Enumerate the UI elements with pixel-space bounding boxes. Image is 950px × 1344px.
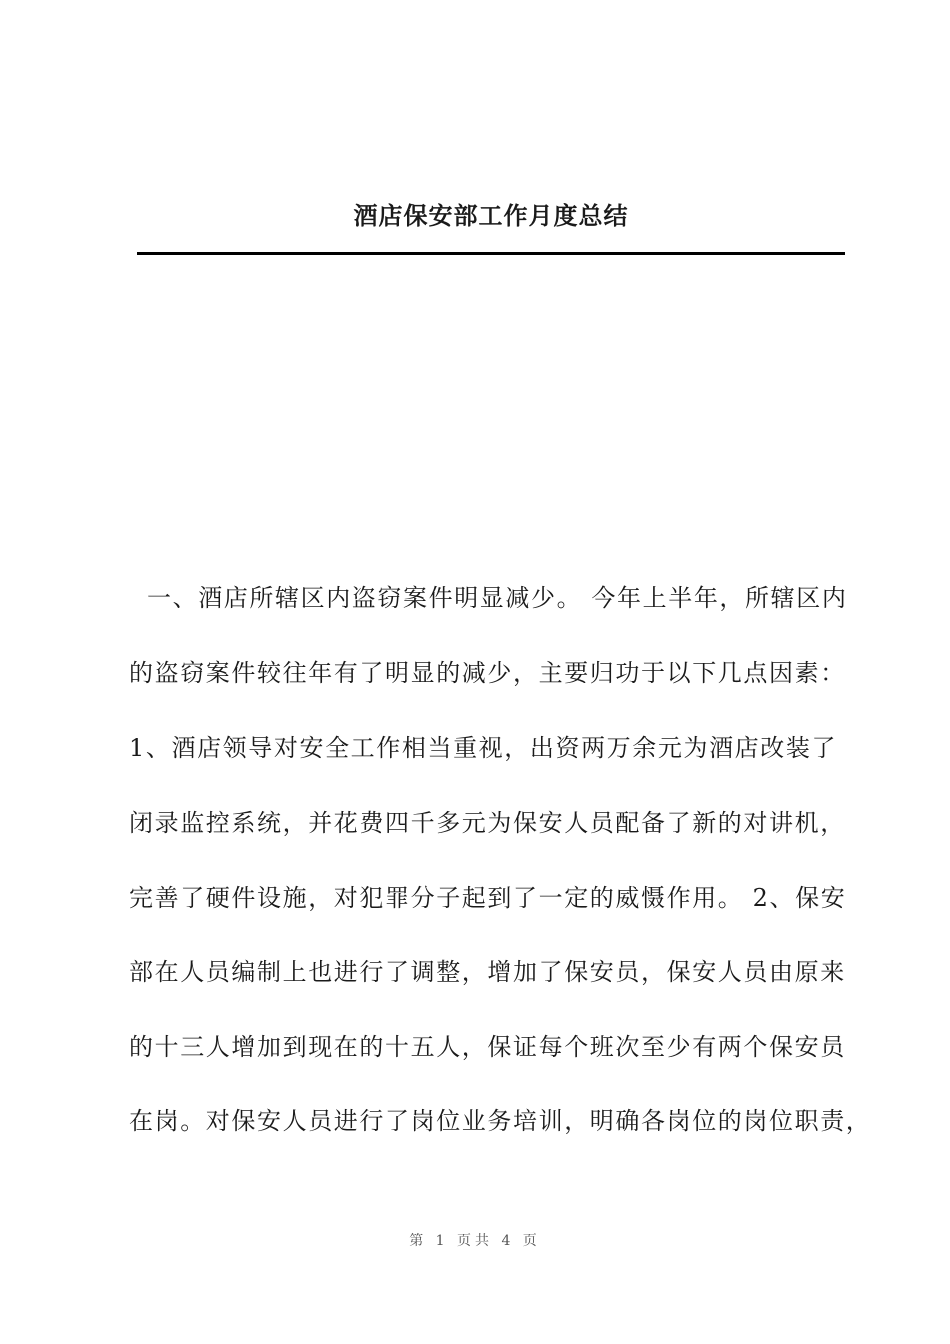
paragraph-line: 在岗。对保安人员进行了岗位业务培训，明确各岗位的岗位职责， xyxy=(129,1107,872,1135)
document-title: 酒店保安部工作月度总结 xyxy=(353,201,629,230)
paragraph-line: 闭录监控系统，并花费四千多元为保安人员配备了新的对讲机， xyxy=(129,809,846,837)
paragraph-line: 一、酒店所辖区内盗窃案件明显减少。 今年上半年，所辖区内 xyxy=(147,584,848,612)
paragraph-line: 部在人员编制上也进行了调整，增加了保安员，保安人员由原来 xyxy=(129,958,846,986)
paragraph-line: 的盗窃案件较往年有了明显的减少，主要归功于以下几点因素： xyxy=(129,659,846,687)
title-underline xyxy=(137,252,845,255)
paragraph-line: 的十三人增加到现在的十五人，保证每个班次至少有两个保安员 xyxy=(129,1033,846,1061)
paragraph-line: 完善了硬件设施，对犯罪分子起到了一定的威慑作用。 2、保安 xyxy=(129,884,847,912)
page-number-footer: 第 1 页共 4 页 xyxy=(409,1233,541,1249)
paragraph-line: 1、酒店领导对安全工作相当重视，出资两万余元为酒店改装了 xyxy=(129,734,838,762)
